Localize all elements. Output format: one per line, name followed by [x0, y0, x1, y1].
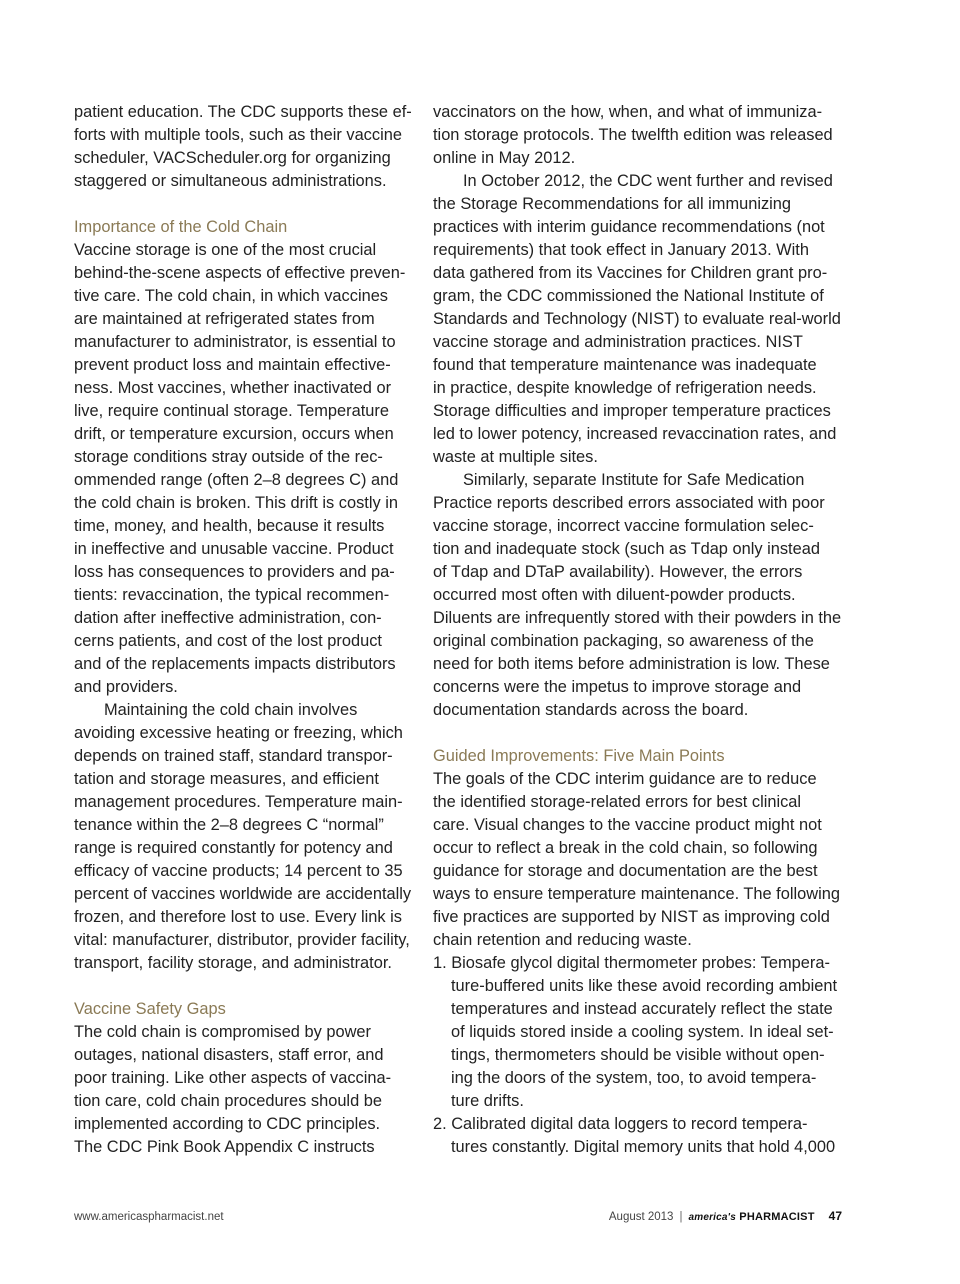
body-text-line: management procedures. Temperature main- — [74, 793, 403, 811]
list-item-line: ture drifts. — [451, 1092, 524, 1110]
body-text-line: requirements) that took effect in January 2013. With — [433, 241, 809, 259]
body-text-line: the Storage Recommendations for all immunizing — [433, 195, 792, 213]
body-text-line: are maintained at refrigerated states from — [74, 310, 375, 328]
body-text-line: cerns patients, and cost of the lost product — [74, 632, 382, 650]
body-text-line: Vaccine storage is one of the most crucial — [74, 241, 377, 259]
paragraph-spacer — [74, 975, 422, 998]
body-text-line: tion and inadequate stock (such as Tdap only instead — [433, 540, 820, 558]
body-text-line: gram, the CDC commissioned the National Institute of — [433, 287, 824, 305]
body-text-line: practices with interim guidance recommendations (not — [433, 218, 825, 236]
footer-date: August 2013 — [608, 1211, 674, 1223]
body-text-line: efficacy of vaccine products; 14 percent to 35 — [74, 862, 403, 880]
footer-info — [609, 1209, 842, 1223]
brand-part1: america's — [688, 1212, 737, 1223]
body-text-line: waste at multiple sites. — [433, 448, 598, 466]
body-text-line: range is required constantly for potency and — [74, 839, 393, 857]
list-item-line: tings, thermometers should be visible without open- — [451, 1046, 825, 1064]
body-text-line: tation and storage measures, and efficient — [74, 770, 379, 788]
body-text-line: live, require continual storage. Temperature — [74, 402, 389, 420]
body-text-line: tients: revaccination, the typical recommen- — [74, 586, 390, 604]
body-text-line: loss has consequences to providers and pa- — [74, 563, 395, 581]
right-text-column — [433, 101, 845, 1159]
body-text-line: in practice, despite knowledge of refrigeration needs. — [433, 379, 817, 397]
body-text-line: ways to ensure temperature maintenance. The following — [433, 885, 840, 903]
body-text-line: transport, facility storage, and administrator. — [74, 954, 392, 972]
body-text-line: storage conditions stray outside of the rec- — [74, 448, 383, 466]
body-text-line: depends on trained staff, standard transpor- — [74, 747, 393, 765]
body-text-line: The CDC Pink Book Appendix C instructs — [74, 1138, 375, 1156]
body-text-line: outages, national disasters, staff error, and — [74, 1046, 384, 1064]
body-text-line: concerns were the impetus to improve storage and — [433, 678, 802, 696]
body-text-line: behind-the-scene aspects of effective preven- — [74, 264, 406, 282]
body-text-line: Standards and Technology (NIST) to evaluate real-world — [433, 310, 841, 328]
list-item-line: of liquids stored inside a cooling system. In ideal set- — [451, 1023, 834, 1041]
body-text-line: Maintaining the cold chain involves — [104, 701, 358, 719]
body-text-line: found that temperature maintenance was inadequate — [433, 356, 817, 374]
list-item-line: ture-buffered units like these avoid recording ambient — [451, 977, 838, 995]
footer-url: www.americaspharmacist.net — [74, 1211, 224, 1223]
left-text-column — [74, 101, 422, 1159]
body-text-line: vital: manufacturer, distributor, provider facility, — [74, 931, 410, 949]
body-text-line: and of the replacements impacts distributors — [74, 655, 396, 673]
list-item-line: 1. Biosafe glycol digital thermometer probes: Tempera- — [433, 954, 830, 972]
list-item-line: ing the doors of the system, too, to avoid tempera- — [451, 1069, 817, 1087]
body-text-line: vaccinators on the how, when, and what of immuniza- — [433, 103, 823, 121]
body-text-line: Practice reports described errors associated with poor — [433, 494, 825, 512]
body-text-line: guidance for storage and documentation are the best — [433, 862, 818, 880]
body-text-line: avoiding excessive heating or freezing, which — [74, 724, 403, 742]
body-text-line: scheduler, VACScheduler.org for organizing — [74, 149, 391, 167]
body-text-line: The goals of the CDC interim guidance are to reduce — [433, 770, 817, 788]
body-text-line: forts with multiple tools, such as their vaccine — [74, 126, 402, 144]
paragraph-spacer — [433, 722, 845, 745]
body-text-line: In October 2012, the CDC went further and revised — [463, 172, 833, 190]
paragraph-spacer — [74, 193, 422, 216]
body-text-line: Similarly, separate Institute for Safe Medication — [463, 471, 805, 489]
body-text-line: online in May 2012. — [433, 149, 576, 167]
body-text-line: patient education. The CDC supports these ef- — [74, 103, 412, 121]
body-text-line: need for both items before administration is low. These — [433, 655, 830, 673]
body-text-line: documentation standards across the board. — [433, 701, 749, 719]
body-text-line: The cold chain is compromised by power — [74, 1023, 371, 1041]
footer-separator: | — [679, 1211, 683, 1223]
body-text-line: five practices are supported by NIST as improving cold — [433, 908, 830, 926]
list-item-line: temperatures and instead accurately reflect the state — [451, 1000, 833, 1018]
body-text-line: poor training. Like other aspects of vaccina- — [74, 1069, 392, 1087]
body-text-line: data gathered from its Vaccines for Children grant pro- — [433, 264, 828, 282]
body-text-line: prevent product loss and maintain effective- — [74, 356, 391, 374]
section-heading: Vaccine Safety Gaps — [74, 1000, 226, 1018]
body-text-line: vaccine storage, incorrect vaccine formulation selec- — [433, 517, 814, 535]
body-text-line: time, money, and health, because it results — [74, 517, 385, 535]
body-text-line: of Tdap and DTaP availability). However, the errors — [433, 563, 803, 581]
body-text-line: frozen, and therefore lost to use. Every link is — [74, 908, 402, 926]
body-text-line: care. Visual changes to the vaccine product might not — [433, 816, 822, 834]
page-number: 47 — [828, 1209, 842, 1223]
list-item-line: tures constantly. Digital memory units that hold 4,000 — [451, 1138, 836, 1156]
section-heading: Guided Improvements: Five Main Points — [433, 747, 725, 765]
body-text-line: original combination packaging, so awareness of the — [433, 632, 814, 650]
body-text-line: the cold chain is broken. This drift is costly in — [74, 494, 399, 512]
body-text-line: drift, or temperature excursion, occurs when — [74, 425, 394, 443]
brand-part2: PHARMACIST — [739, 1211, 815, 1223]
body-text-line: ommended range (often 2–8 degrees C) and — [74, 471, 399, 489]
body-text-line: implemented according to CDC principles. — [74, 1115, 381, 1133]
body-text-line: dation after ineffective administration, con- — [74, 609, 382, 627]
body-text-line: led to lower potency, increased revaccination rates, and — [433, 425, 837, 443]
body-text-line: and providers. — [74, 678, 178, 696]
list-item-line: 2. Calibrated digital data loggers to record tempera- — [433, 1115, 808, 1133]
body-text-line: occur to reflect a break in the cold chain, so following — [433, 839, 818, 857]
body-text-line: Diluents are infrequently stored with their powders in the — [433, 609, 842, 627]
body-text-line: percent of vaccines worldwide are accidentally — [74, 885, 412, 903]
body-text-line: the identified storage-related errors for best clinical — [433, 793, 802, 811]
body-text-line: chain retention and reducing waste. — [433, 931, 692, 949]
body-text-line: vaccine storage and administration practices. NIST — [433, 333, 803, 351]
body-text-line: occurred most often with diluent-powder products. — [433, 586, 796, 604]
body-text-line: tion care, cold chain procedures should be — [74, 1092, 382, 1110]
body-text-line: staggered or simultaneous administrations. — [74, 172, 387, 190]
body-text-line: tion storage protocols. The twelfth edition was released — [433, 126, 833, 144]
section-heading: Importance of the Cold Chain — [74, 218, 288, 236]
body-text-line: in ineffective and unusable vaccine. Product — [74, 540, 394, 558]
body-text-line: manufacturer to administrator, is essential to — [74, 333, 396, 351]
body-text-line: ness. Most vaccines, whether inactivated or — [74, 379, 392, 397]
body-text-line: Storage difficulties and improper temperature practices — [433, 402, 831, 420]
body-text-line: tive care. The cold chain, in which vaccines — [74, 287, 389, 305]
body-text-line: tenance within the 2–8 degrees C “normal” — [74, 816, 384, 834]
magazine-brand — [688, 1211, 814, 1223]
